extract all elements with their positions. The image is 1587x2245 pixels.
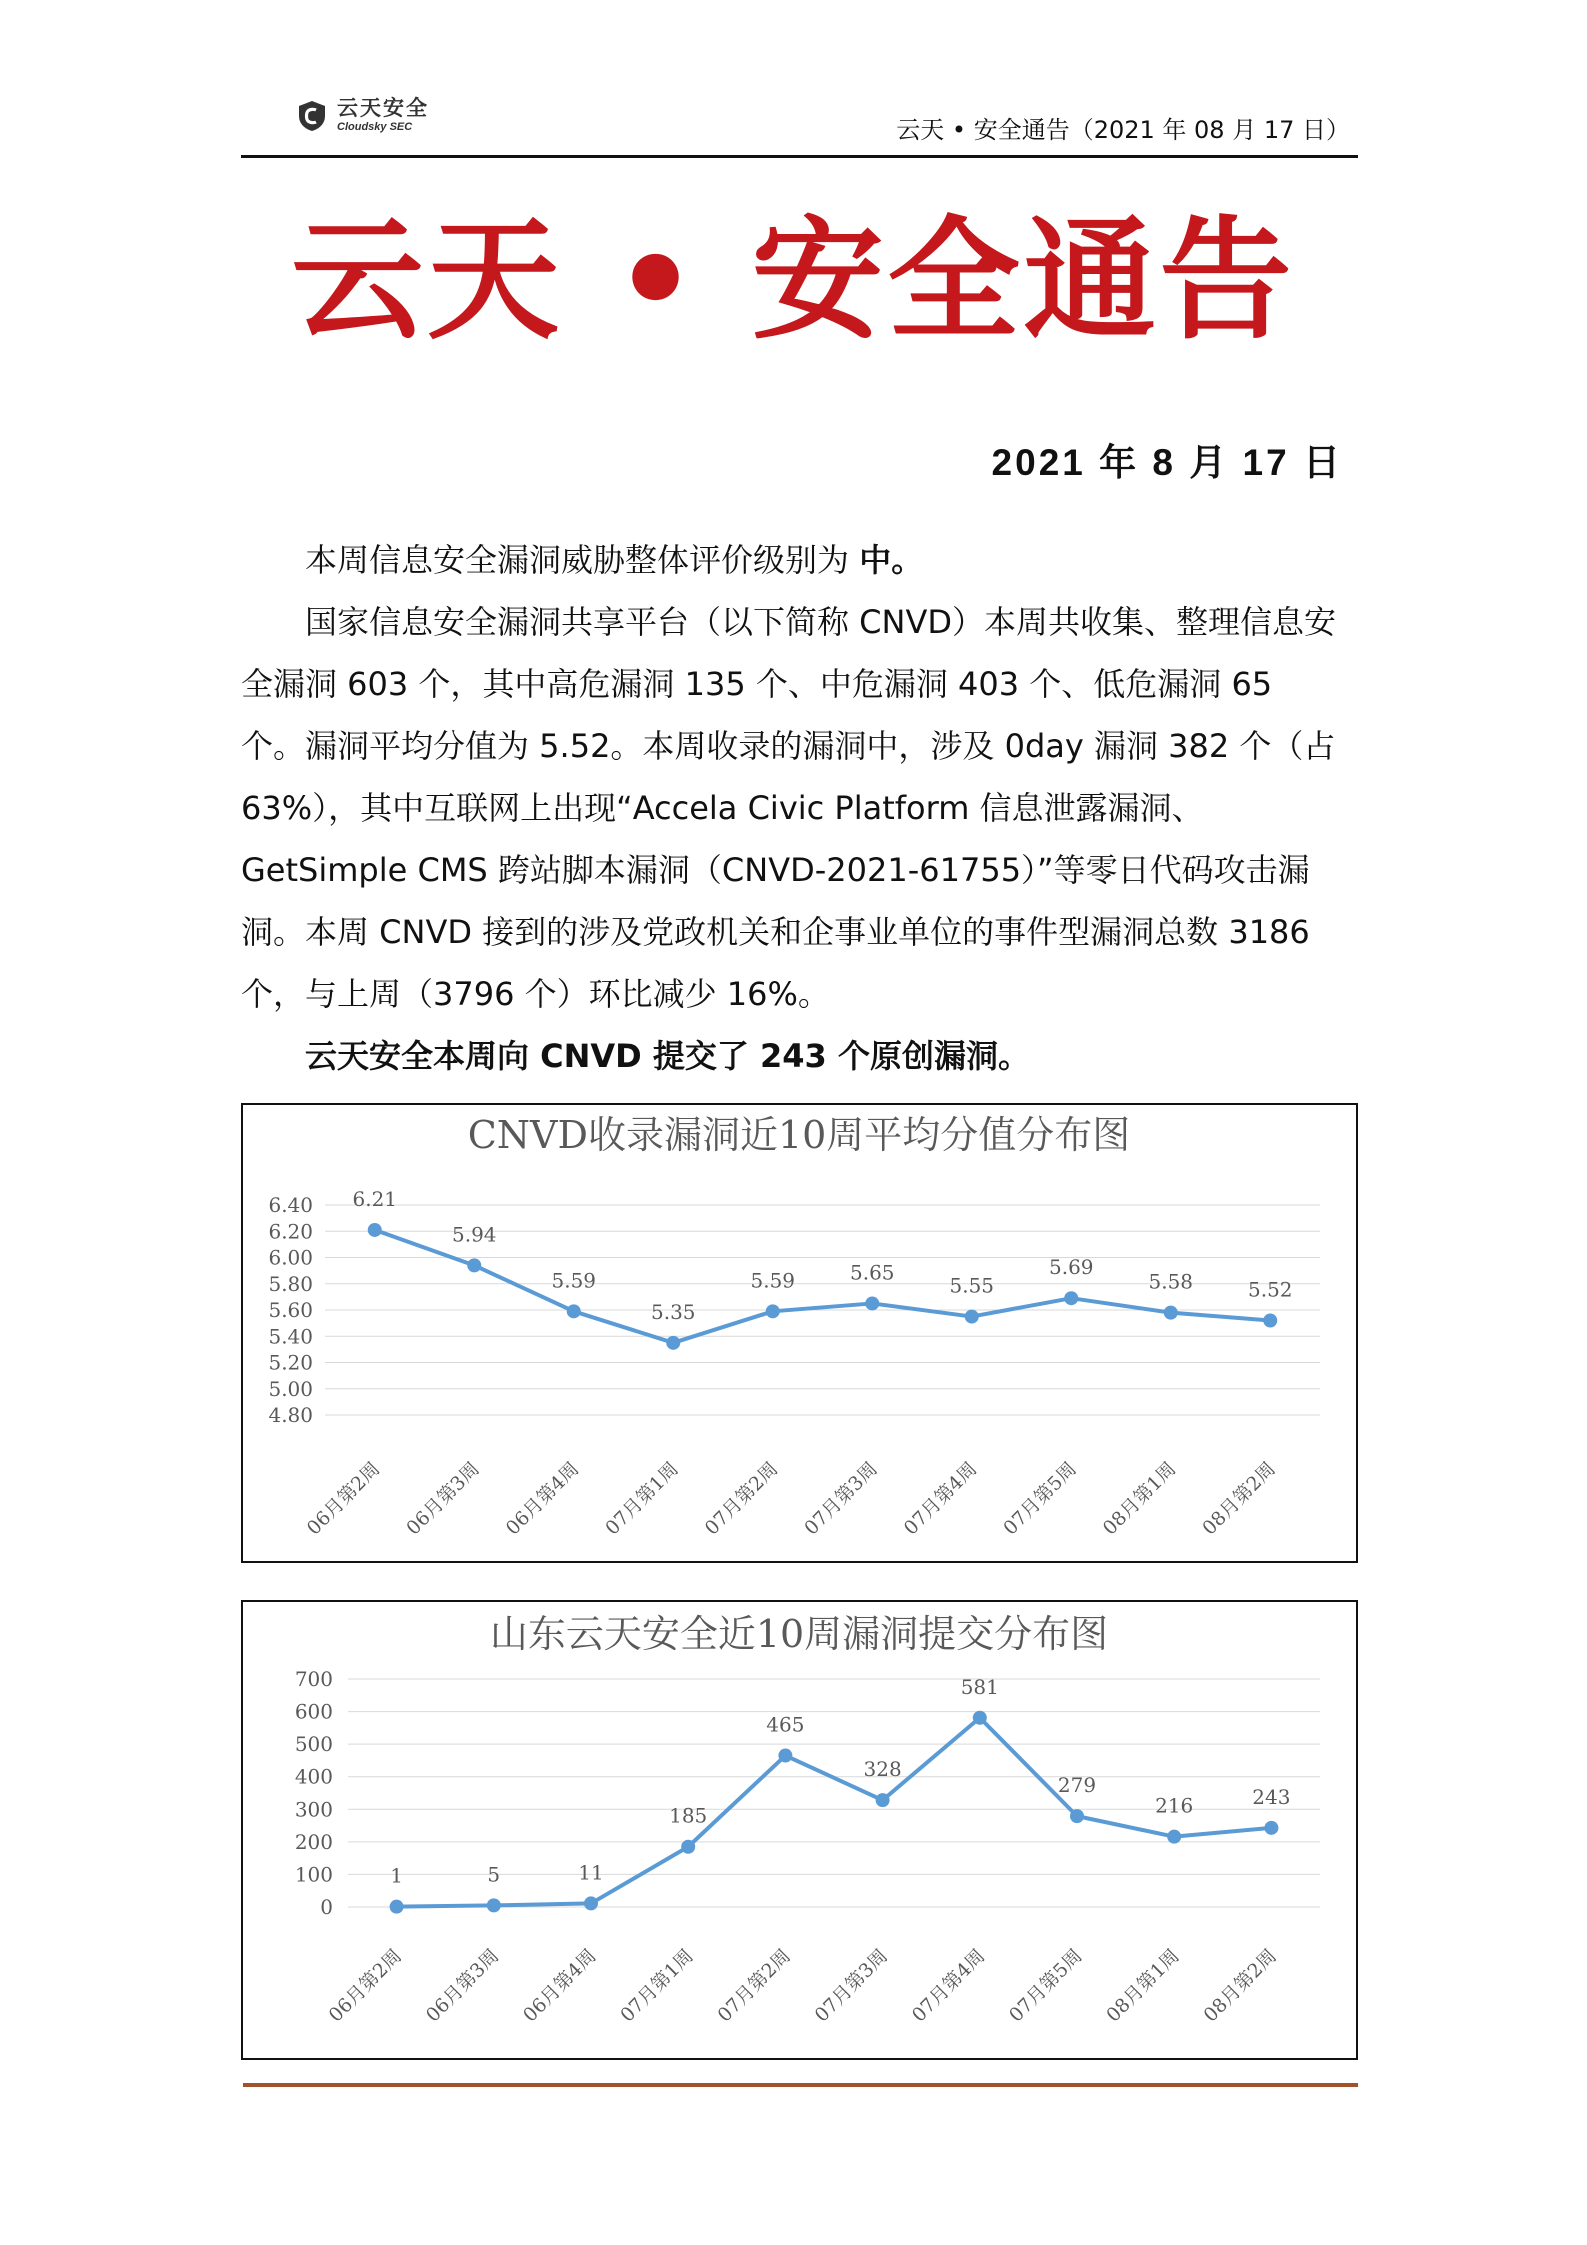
data-point: [766, 1304, 780, 1318]
chart-title: 山东云天安全近10周漏洞提交分布图: [489, 1612, 1109, 1656]
y-tick-label: 5.80: [268, 1271, 313, 1296]
data-label: 216: [1155, 1793, 1194, 1818]
data-point: [467, 1258, 481, 1272]
x-tick-label: 07月第5周: [1005, 1944, 1087, 2027]
data-point: [368, 1223, 382, 1237]
x-tick-label: 06月第3周: [421, 1944, 504, 2027]
data-label: 328: [863, 1757, 902, 1782]
shield-logo-icon: [295, 99, 329, 133]
y-tick-label: 300: [294, 1797, 333, 1822]
footer-divider: [243, 2083, 1358, 2087]
data-label: 5.35: [650, 1299, 696, 1324]
data-label: 581: [960, 1674, 999, 1699]
cnvd-summary-paragraph: [241, 591, 1339, 1025]
x-tick-label: 08月第2周: [1198, 1457, 1280, 1540]
logo-english-name: Cloudsky SEC: [337, 121, 413, 133]
bulletin-title: 云天 • 安全通告: [291, 203, 1296, 358]
data-point: [778, 1749, 792, 1763]
x-tick-label: 08月第2周: [1199, 1944, 1281, 2027]
data-point: [1064, 1291, 1078, 1305]
data-label: 5.69: [1048, 1255, 1094, 1280]
data-label: 5.94: [451, 1222, 497, 1247]
y-tick-label: 5.20: [268, 1350, 313, 1375]
submission-count-chart-svg: [243, 1602, 1356, 2058]
data-point: [876, 1793, 890, 1807]
data-point: [1164, 1306, 1178, 1320]
x-tick-label: 07月第1周: [616, 1944, 698, 2027]
submission-summary-paragraph: [241, 1025, 1339, 1087]
x-tick-label: 06月第2周: [324, 1944, 407, 2027]
data-point: [965, 1310, 979, 1324]
logo-chinese-name: 云天安全: [337, 96, 429, 120]
x-tick-label: 07月第2周: [700, 1457, 783, 1540]
data-label: 5.52: [1247, 1277, 1293, 1302]
threat-level-paragraph: [241, 529, 1339, 591]
series-line: [397, 1718, 1272, 1907]
data-point: [1264, 1821, 1278, 1835]
x-tick-label: 07月第3周: [810, 1944, 893, 2027]
data-label: 243: [1252, 1784, 1291, 1809]
x-tick-label: 06月第2周: [302, 1457, 385, 1540]
cnvd-average-score-chart-svg: [243, 1105, 1356, 1561]
x-tick-label: 07月第5周: [999, 1457, 1081, 1540]
data-label: 11: [578, 1860, 604, 1885]
data-label: 5.65: [849, 1260, 895, 1285]
data-label: 5.59: [551, 1268, 597, 1293]
y-tick-label: 4.80: [268, 1403, 313, 1427]
data-point: [567, 1304, 581, 1318]
x-tick-label: 07月第4周: [907, 1944, 990, 2027]
data-label: 185: [669, 1803, 708, 1828]
data-point: [390, 1900, 404, 1914]
y-tick-label: 200: [294, 1829, 333, 1854]
data-point: [1263, 1314, 1277, 1328]
data-point: [865, 1296, 879, 1310]
x-tick-label: 06月第4周: [519, 1944, 601, 2027]
threat-level-value: 中。: [859, 541, 924, 579]
x-tick-label: 08月第1周: [1098, 1457, 1181, 1540]
y-tick-label: 5.60: [268, 1298, 313, 1322]
data-label: 279: [1057, 1773, 1097, 1798]
submission-summary-text: 云天安全本周向 CNVD 提交了 243 个原创漏洞。: [305, 1037, 1030, 1075]
company-logo: [295, 98, 429, 133]
y-tick-label: 5.00: [268, 1376, 313, 1401]
x-tick-label: 07月第4周: [899, 1457, 982, 1540]
y-tick-label: 0: [320, 1895, 333, 1919]
page-header: [241, 90, 1358, 158]
data-label: 465: [766, 1712, 805, 1737]
data-point: [681, 1840, 695, 1854]
x-tick-label: 07月第3周: [800, 1457, 882, 1540]
threat-level-text: 本周信息安全漏洞威胁整体评价级别为: [305, 541, 850, 579]
x-tick-label: 06月第3周: [402, 1457, 484, 1540]
y-tick-label: 500: [294, 1732, 333, 1757]
series-line: [375, 1230, 1271, 1343]
cnvd-average-score-chart: [241, 1103, 1358, 1563]
y-tick-label: 6.00: [268, 1245, 313, 1270]
submission-count-chart: [241, 1600, 1358, 2060]
x-tick-label: 07月第1周: [601, 1457, 683, 1540]
y-tick-label: 6.40: [268, 1193, 313, 1217]
y-tick-label: 400: [294, 1764, 333, 1789]
data-point: [973, 1711, 987, 1725]
data-point: [666, 1336, 680, 1350]
header-issue-date: 云天 • 安全通告（2021 年 08 月 17 日）: [896, 116, 1350, 144]
y-tick-label: 600: [294, 1699, 333, 1724]
y-tick-label: 5.40: [268, 1324, 313, 1349]
data-label: 1: [390, 1863, 403, 1888]
data-label: 5.55: [949, 1273, 995, 1298]
data-label: 6.21: [352, 1186, 398, 1211]
data-point: [584, 1896, 598, 1910]
data-point: [487, 1898, 501, 1912]
cnvd-summary-text: 国家信息安全漏洞共享平台（以下简称 CNVD）本周共收集、整理信息安全漏洞 603 个，其中高危漏洞 135 个、中危漏洞 403 个、低危漏洞 65 个。漏洞平均分值为 5.52。本周收录的漏洞中，涉及 0day 漏洞 382 个（占 63%），其中互联网上出现“Accela Civic Platform 信息泄露漏洞、GetSimple CMS 跨站脚本漏洞（CNVD-2021-61755）”等零日代码攻击漏洞。本周 CNVD 接到的涉及党政机关和企事业单位的事件型漏洞总数 3186 个，与上周（3796 个）环比减少 16%。: [241, 603, 1336, 1013]
bulletin-date: 2021 年 8 月 17 日: [991, 442, 1343, 483]
data-point: [1167, 1830, 1181, 1844]
data-label: 5.59: [750, 1268, 796, 1293]
chart-title: CNVD收录漏洞近10周平均分值分布图: [467, 1113, 1131, 1157]
y-tick-label: 6.20: [268, 1219, 313, 1244]
x-tick-label: 06月第4周: [501, 1457, 584, 1540]
y-tick-label: 700: [294, 1667, 333, 1691]
data-label: 5: [487, 1862, 501, 1887]
data-label: 5.58: [1148, 1269, 1194, 1294]
data-point: [1070, 1809, 1084, 1823]
x-tick-label: 08月第1周: [1102, 1944, 1184, 2027]
y-tick-label: 100: [294, 1862, 333, 1887]
x-tick-label: 07月第2周: [713, 1944, 795, 2027]
